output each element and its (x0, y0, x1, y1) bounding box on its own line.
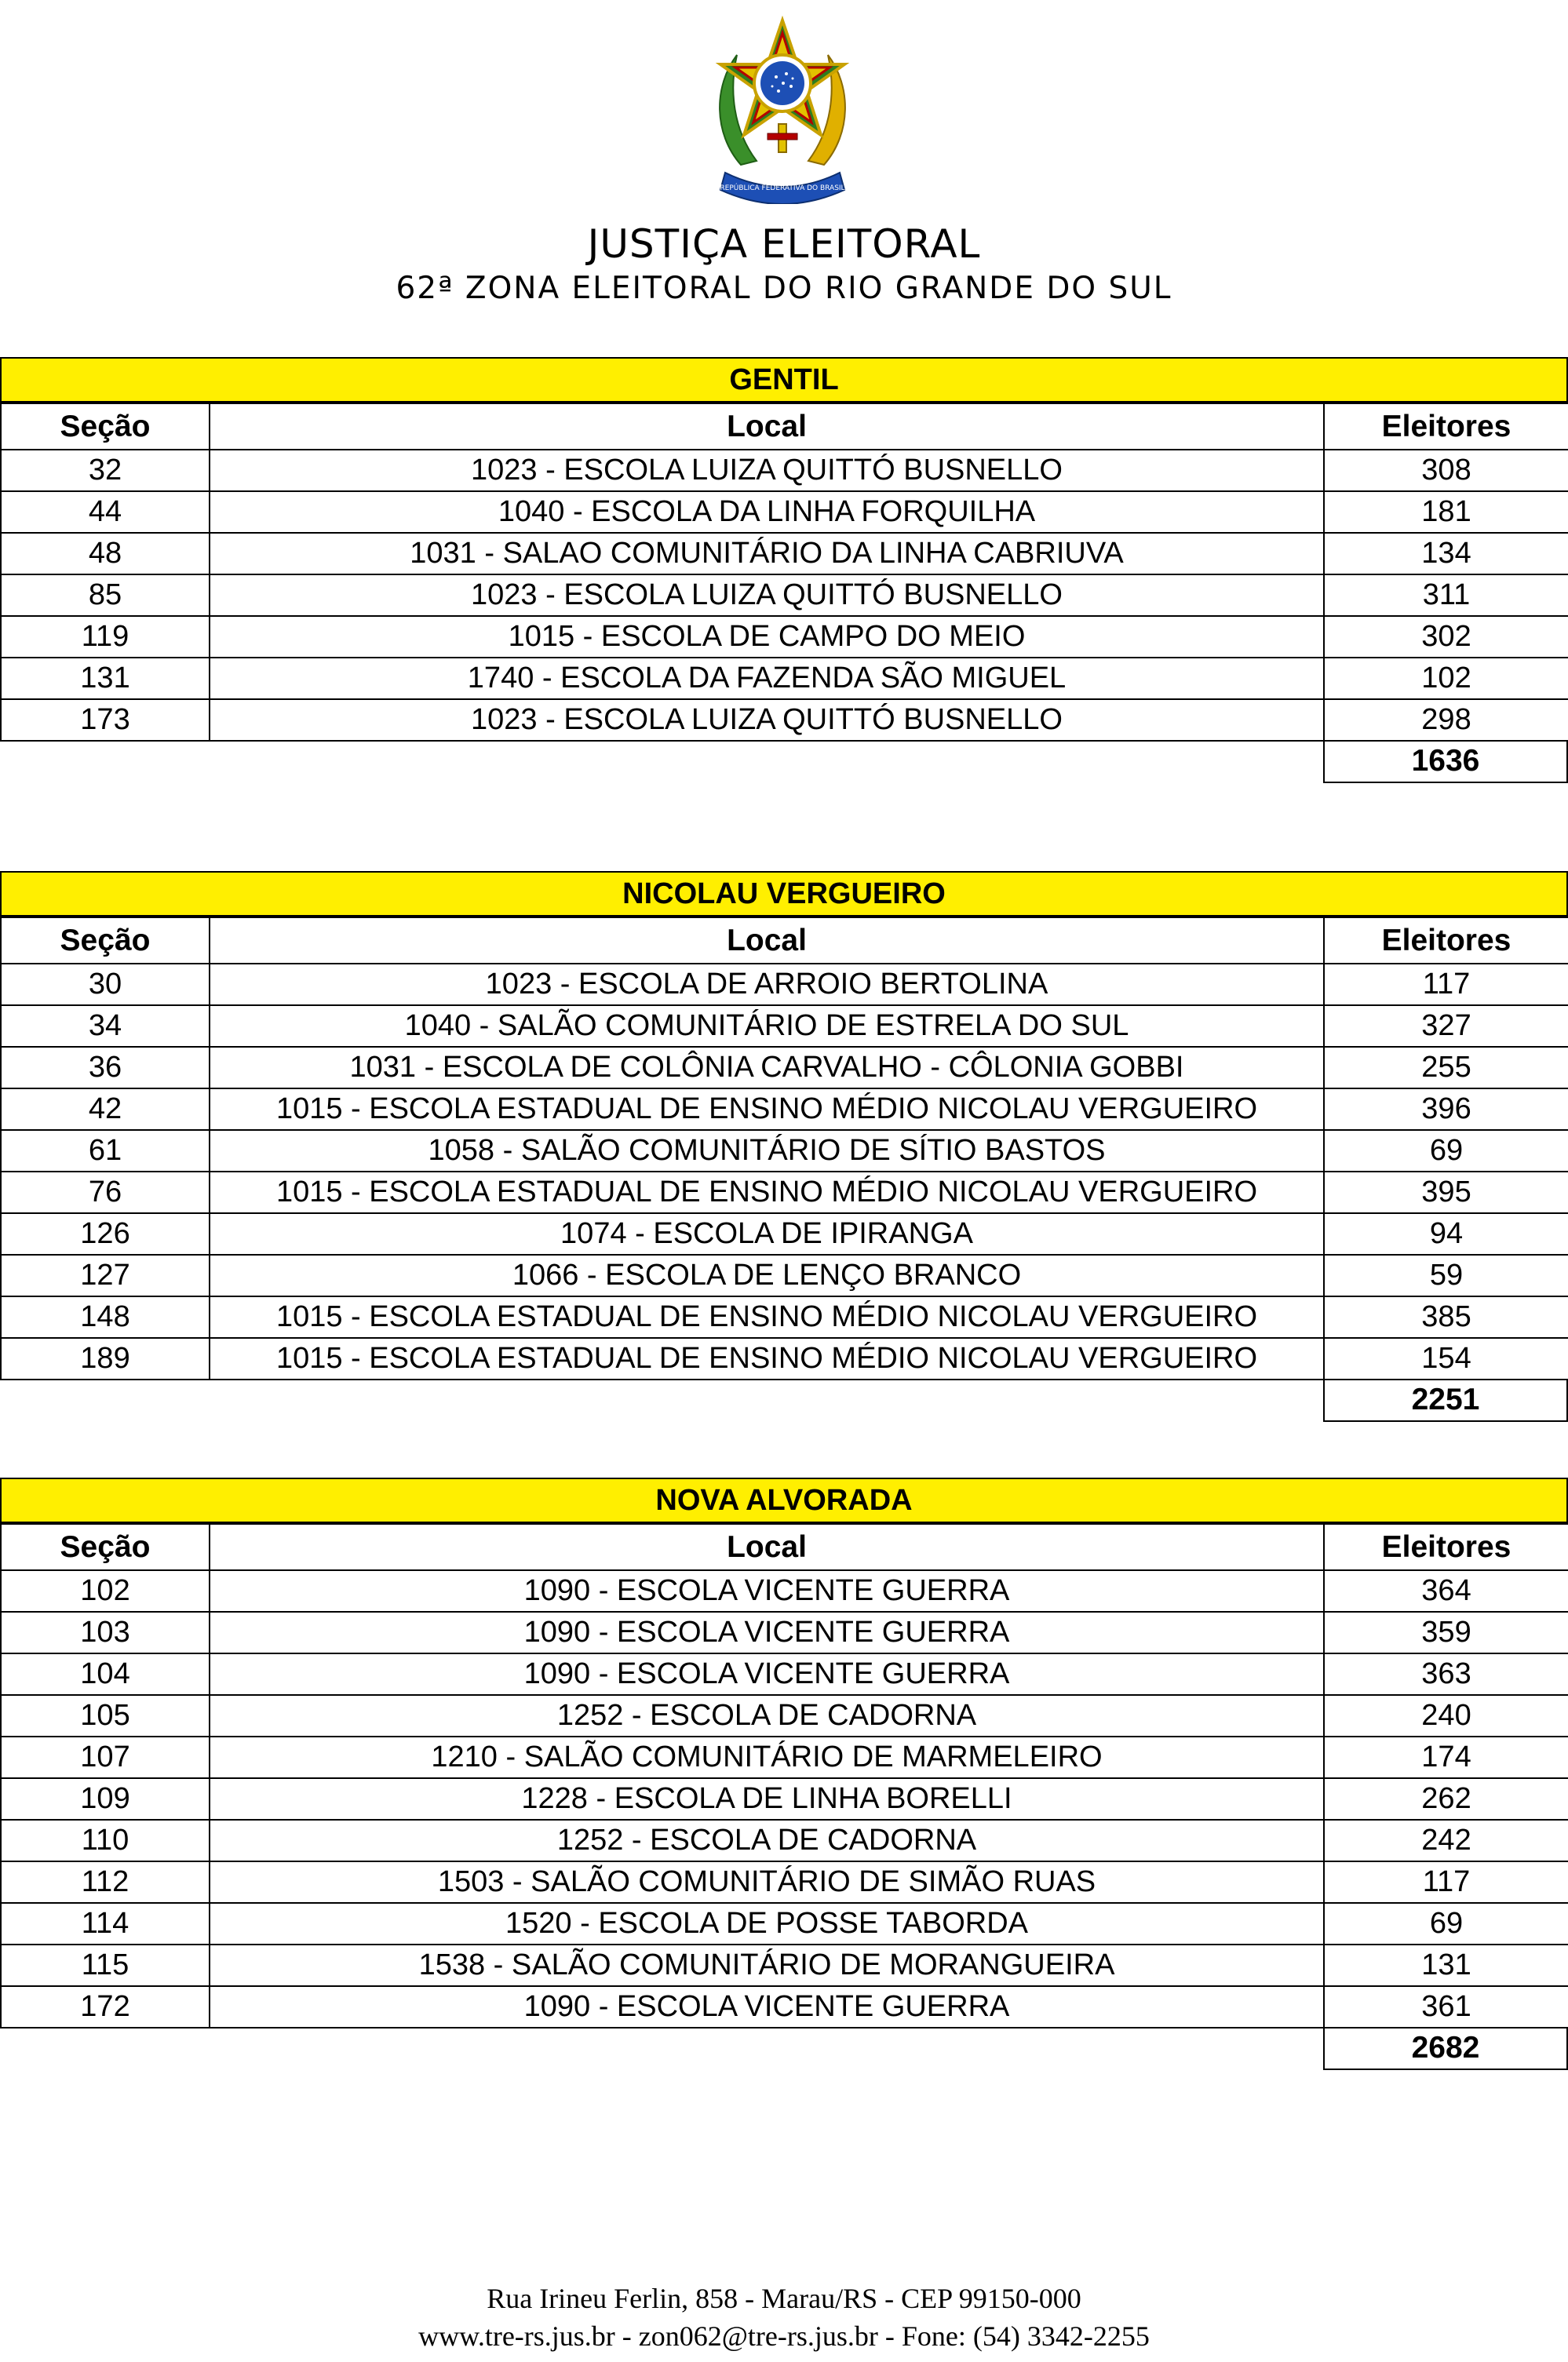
cell-local: 1015 - ESCOLA ESTADUAL DE ENSINO MÉDIO NICOLAU VERGUEIRO (210, 1088, 1324, 1130)
cell-eleitores: 364 (1324, 1570, 1568, 1612)
table-row (1, 1737, 1568, 1778)
cell-secao: 32 (1, 450, 210, 491)
section-total: 2251 (1323, 1379, 1568, 1422)
table-row (1, 616, 1568, 658)
cell-secao: 126 (1, 1213, 210, 1255)
cell-local: 1023 - ESCOLA DE ARROIO BERTOLINA (210, 964, 1324, 1005)
section-2 (0, 1478, 1568, 2072)
brasao-emblem (709, 16, 855, 204)
cell-eleitores: 131 (1324, 1945, 1568, 1986)
cell-local: 1015 - ESCOLA ESTADUAL DE ENSINO MÉDIO NICOLAU VERGUEIRO (210, 1296, 1324, 1338)
cell-secao: 131 (1, 658, 210, 699)
section-title: GENTIL (0, 357, 1568, 403)
cell-eleitores: 302 (1324, 616, 1568, 658)
cell-secao: 110 (1, 1820, 210, 1861)
cell-local: 1015 - ESCOLA DE CAMPO DO MEIO (210, 616, 1324, 658)
table-row (1, 574, 1568, 616)
table-header-row (1, 917, 1568, 964)
table-row (1, 1172, 1568, 1213)
cell-eleitores: 59 (1324, 1255, 1568, 1296)
table-row (1, 1945, 1568, 1986)
svg-text:REPÚBLICA FEDERATIVA DO BRASIL: REPÚBLICA FEDERATIVA DO BRASIL (720, 184, 845, 192)
table-row (1, 1903, 1568, 1945)
table-row (1, 1653, 1568, 1695)
footer-contact: www.tre-rs.jus.br - zon062@tre-rs.jus.br - Fone: (54) 3342-2255 (418, 2320, 1150, 2352)
cell-secao: 76 (1, 1172, 210, 1213)
cell-local: 1090 - ESCOLA VICENTE GUERRA (210, 1653, 1324, 1695)
cell-local: 1074 - ESCOLA DE IPIRANGA (210, 1213, 1324, 1255)
cell-eleitores: 94 (1324, 1213, 1568, 1255)
cell-local: 1066 - ESCOLA DE LENÇO BRANCO (210, 1255, 1324, 1296)
cell-local: 1210 - SALÃO COMUNITÁRIO DE MARMELEIRO (210, 1737, 1324, 1778)
cell-secao: 148 (1, 1296, 210, 1338)
table-row (1, 1213, 1568, 1255)
footer-address: Rua Irineu Ferlin, 858 - Marau/RS - CEP 99150-000 (487, 2283, 1081, 2314)
table-row (1, 1130, 1568, 1172)
cell-local: 1740 - ESCOLA DA FAZENDA SÃO MIGUEL (210, 658, 1324, 699)
cell-local: 1520 - ESCOLA DE POSSE TABORDA (210, 1903, 1324, 1945)
table-row (1, 1695, 1568, 1737)
cell-secao: 36 (1, 1047, 210, 1088)
table-row (1, 1047, 1568, 1088)
table-row (1, 450, 1568, 491)
cell-local: 1023 - ESCOLA LUIZA QUITTÓ BUSNELLO (210, 699, 1324, 741)
table-row (1, 658, 1568, 699)
table-row (1, 1255, 1568, 1296)
cell-eleitores: 117 (1324, 1861, 1568, 1903)
cell-secao: 85 (1, 574, 210, 616)
table-header-row (1, 403, 1568, 450)
section-0 (0, 357, 1568, 785)
cell-local: 1538 - SALÃO COMUNITÁRIO DE MORANGUEIRA (210, 1945, 1324, 1986)
table-row (1, 1338, 1568, 1380)
cell-secao: 107 (1, 1737, 210, 1778)
cell-eleitores: 181 (1324, 491, 1568, 533)
cell-eleitores: 395 (1324, 1172, 1568, 1213)
cell-eleitores: 396 (1324, 1088, 1568, 1130)
section-table (0, 917, 1568, 1380)
cell-secao: 127 (1, 1255, 210, 1296)
cell-secao: 104 (1, 1653, 210, 1695)
column-header-secao: Seção (1, 917, 210, 964)
table-row (1, 1088, 1568, 1130)
cell-local: 1031 - ESCOLA DE COLÔNIA CARVALHO - CÔLONIA GOBBI (210, 1047, 1324, 1088)
cell-local: 1040 - ESCOLA DA LINHA FORQUILHA (210, 491, 1324, 533)
cell-local: 1252 - ESCOLA DE CADORNA (210, 1695, 1324, 1737)
cell-local: 1040 - SALÃO COMUNITÁRIO DE ESTRELA DO SUL (210, 1005, 1324, 1047)
cell-secao: 173 (1, 699, 210, 741)
table-row (1, 699, 1568, 741)
page-title: JUSTIÇA ELEITORAL (587, 221, 981, 267)
table-row (1, 964, 1568, 1005)
cell-local: 1031 - SALAO COMUNITÁRIO DA LINHA CABRIUVA (210, 533, 1324, 574)
column-header-eleitores: Eleitores (1324, 1524, 1568, 1570)
cell-eleitores: 69 (1324, 1903, 1568, 1945)
cell-secao: 102 (1, 1570, 210, 1612)
section-table (0, 1523, 1568, 2028)
cell-secao: 105 (1, 1695, 210, 1737)
cell-eleitores: 311 (1324, 574, 1568, 616)
cell-local: 1228 - ESCOLA DE LINHA BORELLI (210, 1778, 1324, 1820)
cell-eleitores: 363 (1324, 1653, 1568, 1695)
column-header-eleitores: Eleitores (1324, 917, 1568, 964)
cell-secao: 44 (1, 491, 210, 533)
cell-local: 1023 - ESCOLA LUIZA QUITTÓ BUSNELLO (210, 450, 1324, 491)
table-row (1, 533, 1568, 574)
section-total: 2682 (1323, 2027, 1568, 2070)
cell-local: 1252 - ESCOLA DE CADORNA (210, 1820, 1324, 1861)
column-header-local: Local (210, 1524, 1324, 1570)
section-table (0, 403, 1568, 742)
cell-local: 1058 - SALÃO COMUNITÁRIO DE SÍTIO BASTOS (210, 1130, 1324, 1172)
cell-secao: 103 (1, 1612, 210, 1653)
cell-eleitores: 102 (1324, 658, 1568, 699)
cell-local: 1503 - SALÃO COMUNITÁRIO DE SIMÃO RUAS (210, 1861, 1324, 1903)
table-row (1, 1820, 1568, 1861)
cell-eleitores: 359 (1324, 1612, 1568, 1653)
cell-secao: 114 (1, 1903, 210, 1945)
table-header-row (1, 1524, 1568, 1570)
cell-eleitores: 174 (1324, 1737, 1568, 1778)
table-row (1, 1570, 1568, 1612)
cell-eleitores: 240 (1324, 1695, 1568, 1737)
cell-local: 1090 - ESCOLA VICENTE GUERRA (210, 1570, 1324, 1612)
cell-eleitores: 154 (1324, 1338, 1568, 1380)
section-total: 1636 (1323, 740, 1568, 783)
cell-local: 1090 - ESCOLA VICENTE GUERRA (210, 1986, 1324, 2028)
column-header-secao: Seção (1, 403, 210, 450)
table-row (1, 1861, 1568, 1903)
cell-secao: 42 (1, 1088, 210, 1130)
section-title: NOVA ALVORADA (0, 1478, 1568, 1523)
column-header-eleitores: Eleitores (1324, 403, 1568, 450)
table-row (1, 1986, 1568, 2028)
cell-secao: 112 (1, 1861, 210, 1903)
cell-secao: 172 (1, 1986, 210, 2028)
cell-secao: 30 (1, 964, 210, 1005)
section-title: NICOLAU VERGUEIRO (0, 871, 1568, 917)
cell-eleitores: 385 (1324, 1296, 1568, 1338)
table-row (1, 1778, 1568, 1820)
table-row (1, 1005, 1568, 1047)
cell-local: 1015 - ESCOLA ESTADUAL DE ENSINO MÉDIO NICOLAU VERGUEIRO (210, 1172, 1324, 1213)
table-row (1, 491, 1568, 533)
cell-eleitores: 69 (1324, 1130, 1568, 1172)
cell-eleitores: 134 (1324, 533, 1568, 574)
cell-secao: 115 (1, 1945, 210, 1986)
column-header-local: Local (210, 917, 1324, 964)
cell-local: 1015 - ESCOLA ESTADUAL DE ENSINO MÉDIO NICOLAU VERGUEIRO (210, 1338, 1324, 1380)
table-row (1, 1612, 1568, 1653)
column-header-secao: Seção (1, 1524, 210, 1570)
cell-eleitores: 242 (1324, 1820, 1568, 1861)
page-subtitle: 62ª ZONA ELEITORAL DO RIO GRANDE DO SUL (396, 271, 1172, 306)
cell-local: 1023 - ESCOLA LUIZA QUITTÓ BUSNELLO (210, 574, 1324, 616)
cell-secao: 189 (1, 1338, 210, 1380)
cell-secao: 48 (1, 533, 210, 574)
cell-eleitores: 361 (1324, 1986, 1568, 2028)
column-header-local: Local (210, 403, 1324, 450)
cell-secao: 34 (1, 1005, 210, 1047)
cell-secao: 61 (1, 1130, 210, 1172)
cell-secao: 109 (1, 1778, 210, 1820)
cell-eleitores: 327 (1324, 1005, 1568, 1047)
cell-local: 1090 - ESCOLA VICENTE GUERRA (210, 1612, 1324, 1653)
cell-eleitores: 298 (1324, 699, 1568, 741)
cell-eleitores: 117 (1324, 964, 1568, 1005)
cell-eleitores: 262 (1324, 1778, 1568, 1820)
cell-eleitores: 255 (1324, 1047, 1568, 1088)
section-1 (0, 871, 1568, 1423)
table-row (1, 1296, 1568, 1338)
cell-eleitores: 308 (1324, 450, 1568, 491)
cell-secao: 119 (1, 616, 210, 658)
